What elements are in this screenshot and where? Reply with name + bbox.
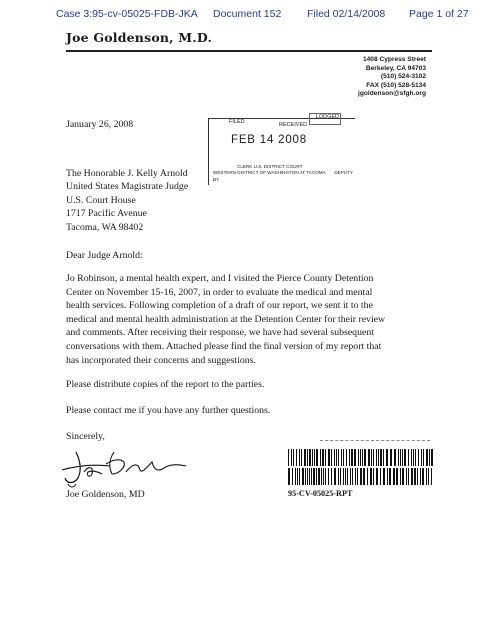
document-number: Document 152 bbox=[213, 8, 282, 20]
barcode-bar bbox=[343, 449, 344, 466]
salutation: Dear Judge Arnold: bbox=[66, 250, 143, 261]
recipient-line: United States Magistrate Judge bbox=[66, 181, 189, 193]
letter-date: January 26, 2008 bbox=[66, 119, 134, 130]
barcode-bar bbox=[380, 449, 382, 466]
address-street: 1408 Cypress Street bbox=[362, 56, 426, 63]
letterhead-divider bbox=[66, 50, 432, 52]
barcode-bar bbox=[347, 468, 348, 485]
stamp-lodged: LODGED bbox=[315, 114, 339, 120]
barcode-bar bbox=[311, 468, 312, 485]
barcode-bar bbox=[371, 449, 372, 466]
barcode-bar bbox=[390, 449, 392, 466]
stamp-filed: FILED bbox=[229, 119, 245, 125]
barcode-bar bbox=[406, 468, 407, 485]
case-number: Case 3:95-cv-05025-FDB-JKA bbox=[56, 8, 198, 20]
barcode-bar bbox=[378, 449, 379, 466]
paragraph-line: conversations with them. Attached please find the final version of my report that bbox=[66, 340, 382, 352]
closing: Sincerely, bbox=[66, 431, 105, 442]
barcode-bar bbox=[422, 468, 424, 485]
barcode-bar bbox=[387, 468, 388, 485]
barcode-bar bbox=[373, 449, 374, 466]
barcode-bar bbox=[431, 449, 433, 466]
recipient-line: Tacoma, WA 98402 bbox=[66, 221, 144, 233]
stamp-district: WESTERN DISTRICT OF WASHINGTON AT TACOMA bbox=[213, 170, 326, 175]
barcode-bar bbox=[429, 449, 430, 466]
barcode-bar bbox=[408, 468, 409, 485]
barcode-bar bbox=[367, 468, 368, 485]
letterhead-name: Joe Goldenson, M.D. bbox=[66, 30, 212, 45]
barcode-bar bbox=[338, 449, 339, 466]
recipient-line: U.S. Court House bbox=[66, 194, 136, 206]
paragraph-line: Center on November 15-16, 2007, in order to evaluate the medical and mental bbox=[66, 286, 373, 298]
stamp-clerk: CLERK U.S. DISTRICT COURT bbox=[237, 164, 303, 169]
filed-date: Filed 02/14/2008 bbox=[307, 8, 386, 20]
barcode-bar bbox=[355, 468, 356, 485]
court-filing-header bbox=[56, 8, 468, 24]
barcode-bar bbox=[394, 449, 396, 466]
barcode-bar bbox=[360, 449, 361, 466]
barcode-bar bbox=[309, 449, 311, 466]
barcode-bar bbox=[362, 449, 363, 466]
barcode-bar bbox=[309, 468, 310, 485]
barcode-bar bbox=[398, 449, 399, 466]
barcode-bar bbox=[364, 449, 366, 466]
barcode-bar bbox=[331, 449, 332, 466]
barcode-bar bbox=[341, 449, 342, 466]
barcode-bar bbox=[338, 468, 339, 485]
barcode-bar bbox=[288, 449, 289, 466]
barcode-bar bbox=[312, 449, 313, 466]
paragraph-line: and comments. After receiving their response, we have had several subsequent bbox=[66, 327, 374, 339]
barcode-bar bbox=[302, 468, 304, 485]
paragraph-line: Jo Robinson, a mental health expert, and I visited the Pierce County Detention bbox=[66, 273, 374, 284]
barcode-bar bbox=[340, 468, 341, 485]
barcode-bar bbox=[431, 468, 432, 485]
barcode-bar bbox=[418, 449, 419, 466]
address-email: jgoldenson@sfgh.org bbox=[358, 90, 426, 98]
body-paragraph-2: Please distribute copies of the report to the parties. bbox=[66, 379, 265, 390]
barcode-bar bbox=[350, 468, 351, 485]
barcode-bar bbox=[414, 468, 416, 485]
barcode-bar bbox=[296, 449, 297, 466]
barcode-bar bbox=[325, 449, 326, 466]
body-paragraph-1 bbox=[66, 272, 438, 367]
body-paragraph-3: Please contact me if you have any further questions. bbox=[66, 405, 271, 416]
barcode-bar bbox=[420, 468, 421, 485]
barcode-bar bbox=[357, 468, 358, 485]
barcode-bar bbox=[292, 468, 293, 485]
court-received-stamp bbox=[208, 114, 355, 185]
barcode-bar bbox=[328, 449, 330, 466]
barcode-bar bbox=[316, 468, 317, 485]
barcode-bar bbox=[328, 468, 329, 485]
barcode-bar bbox=[352, 468, 353, 485]
barcode-bar bbox=[383, 449, 384, 466]
stamp-date: FEB 14 2008 bbox=[231, 134, 307, 146]
barcode-bar bbox=[411, 468, 413, 485]
barcode-bar bbox=[417, 468, 418, 485]
barcode-bar bbox=[307, 468, 308, 485]
barcode-bar bbox=[386, 449, 388, 466]
paragraph-line: medical and mental health administration at the Detention Center for their review bbox=[66, 313, 386, 325]
barcode-bar bbox=[314, 449, 315, 466]
barcode-bar bbox=[318, 468, 320, 485]
barcode-bar bbox=[363, 468, 365, 485]
page-indicator: Page 1 of 27 bbox=[409, 8, 469, 20]
barcode-bar bbox=[336, 449, 337, 466]
barcode-bar bbox=[376, 468, 378, 485]
barcode-case-id: 95-CV-05025-RPT bbox=[288, 489, 353, 498]
barcode-bar bbox=[426, 468, 427, 485]
stamp-by: BY bbox=[213, 177, 220, 182]
stamp-deputy: DEPUTY bbox=[334, 170, 353, 175]
barcode-bar bbox=[316, 449, 318, 466]
barcode-bar bbox=[411, 449, 412, 466]
barcode-bar bbox=[331, 468, 332, 485]
barcode-bar bbox=[334, 449, 335, 466]
barcode-bar bbox=[389, 468, 391, 485]
barcode-bar bbox=[305, 468, 306, 485]
letterhead-address bbox=[358, 56, 426, 99]
barcode-bar bbox=[354, 449, 356, 466]
barcode-bar bbox=[334, 468, 336, 485]
barcode-bar bbox=[358, 449, 359, 466]
barcode-bar bbox=[320, 449, 321, 466]
barcode-bar bbox=[323, 468, 324, 485]
barcode-bar bbox=[346, 449, 347, 466]
address-fax: FAX (510) 528-5134 bbox=[366, 81, 426, 89]
barcode-bar bbox=[402, 468, 404, 485]
barcode-bar bbox=[373, 468, 374, 485]
barcode-bar bbox=[299, 468, 300, 485]
address-city: Berkeley, CA 94703 bbox=[365, 64, 426, 72]
paragraph-line: health services. Following completion of a draft of our report, we sent it to the bbox=[66, 300, 373, 312]
barcode-bar bbox=[321, 468, 322, 485]
barcode-bar bbox=[400, 449, 401, 466]
barcode-bar bbox=[301, 449, 302, 466]
barcode-bar bbox=[400, 468, 401, 485]
recipient-line: 1717 Pacific Avenue bbox=[66, 208, 147, 220]
barcode-bar bbox=[325, 468, 326, 485]
recipient-line: The Honorable J. Kelly Arnold bbox=[66, 168, 188, 179]
barcode-bar bbox=[288, 468, 290, 485]
address-phone: (510) 524-3102 bbox=[380, 73, 426, 81]
barcode-bar bbox=[396, 468, 398, 485]
barcode-bar bbox=[428, 468, 429, 485]
barcode-bar bbox=[295, 468, 296, 485]
stamp-received: RECEIVED bbox=[279, 122, 308, 128]
barcode-bar bbox=[415, 449, 416, 466]
barcode-bar bbox=[408, 449, 409, 466]
barcode-top-rule bbox=[320, 440, 430, 442]
handwritten-signature bbox=[62, 444, 192, 490]
barcode-bar bbox=[413, 449, 414, 466]
barcode-bar bbox=[291, 449, 292, 466]
barcode-bar bbox=[297, 468, 298, 485]
barcode-bar bbox=[376, 449, 377, 466]
barcode-bar bbox=[299, 449, 300, 466]
barcode-bar bbox=[402, 449, 403, 466]
barcode-bar bbox=[426, 449, 428, 466]
barcode-bar bbox=[360, 468, 362, 485]
barcode-bar bbox=[351, 449, 353, 466]
barcode-bar bbox=[313, 468, 315, 485]
barcode-bar bbox=[380, 468, 381, 485]
barcode-bar bbox=[307, 449, 308, 466]
barcode-bar bbox=[322, 449, 324, 466]
barcode-bar bbox=[404, 449, 406, 466]
barcode-bar bbox=[423, 449, 424, 466]
barcode-bar bbox=[370, 468, 372, 485]
barcode-bar bbox=[349, 449, 350, 466]
signer-name: Joe Goldenson, MD bbox=[66, 489, 145, 500]
barcode-bar bbox=[421, 449, 422, 466]
barcode-bar bbox=[345, 468, 346, 485]
barcode-bar bbox=[383, 468, 385, 485]
paragraph-line: has incorporated their concerns and suggestions. bbox=[66, 354, 256, 366]
barcode-bar bbox=[293, 449, 294, 466]
barcode-bar bbox=[393, 468, 395, 485]
recipient-address bbox=[66, 167, 188, 234]
court-barcode bbox=[288, 447, 434, 487]
barcode-bar bbox=[343, 468, 344, 485]
barcode-bar bbox=[304, 449, 306, 466]
barcode-bar bbox=[368, 449, 370, 466]
